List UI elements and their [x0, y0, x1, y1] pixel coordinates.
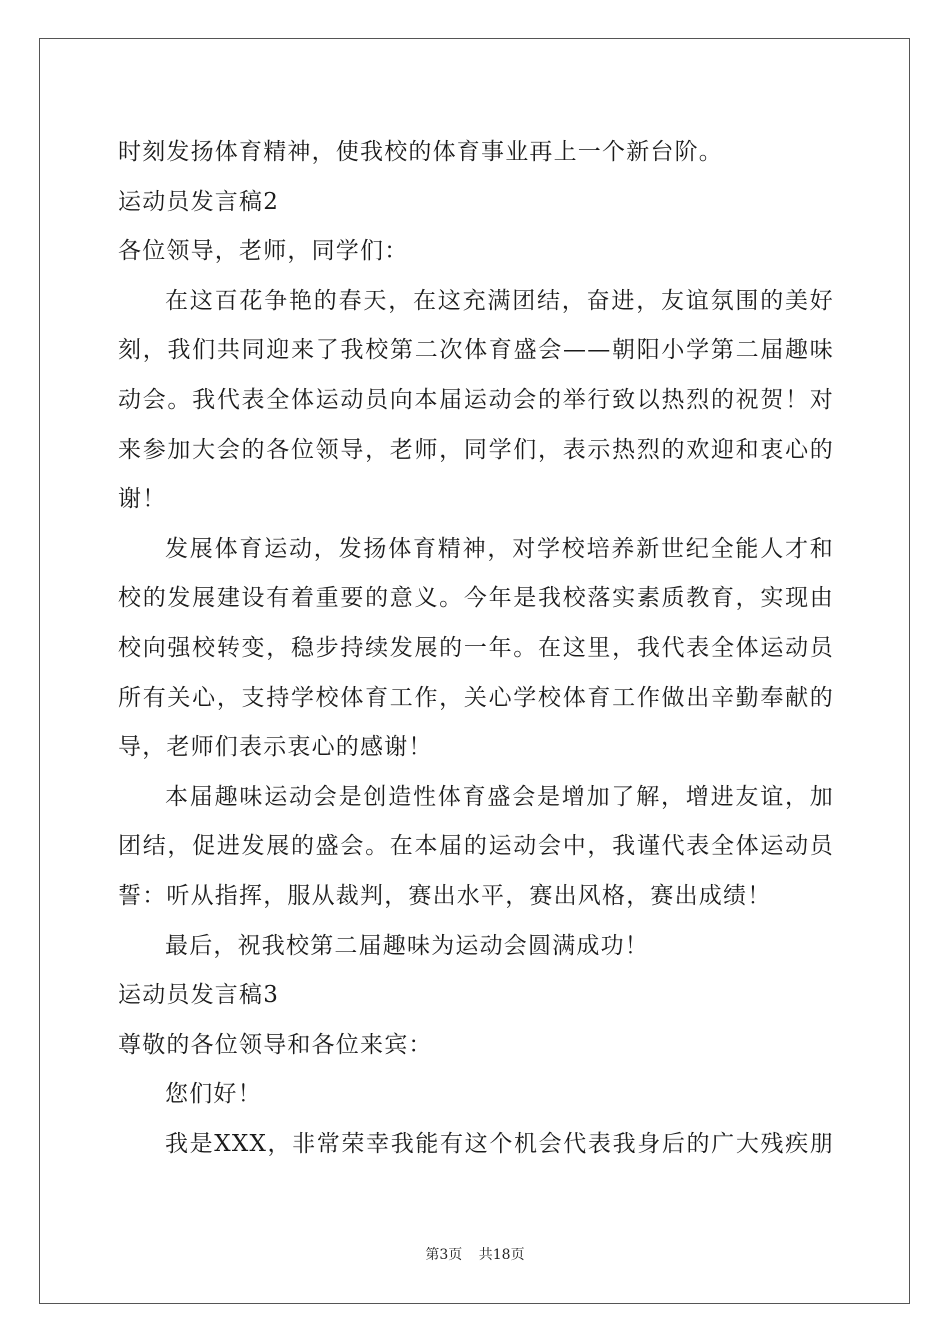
text-line: 所有关心，支持学校体育工作，关心学校体育工作做出辛勤奉献的	[118, 684, 834, 711]
text-line: 最后，祝我校第二届趣味为运动会圆满成功！	[165, 932, 649, 959]
text-line: 尊敬的各位领导和各位来宾：	[118, 1031, 433, 1058]
text-line: 各位领导，老师，同学们：	[118, 238, 409, 265]
text-line: 导，老师们表示衷心的感谢！	[118, 734, 433, 761]
text-line: 校向强校转变，稳步持续发展的一年。在这里，我代表全体运动员	[118, 634, 834, 661]
text-line: 誓：听从指挥，服从裁判，赛出水平，赛出风格，赛出成绩！	[118, 882, 772, 909]
text-line: 本届趣味运动会是创造性体育盛会是增加了解，增进友谊，加	[165, 783, 834, 810]
page-total: 共18页	[478, 1247, 525, 1263]
page-number: 第3页	[425, 1247, 463, 1263]
text-line: 运动员发言稿2	[118, 188, 280, 215]
text-line: 发展体育运动，发扬体育精神，对学校培养新世纪全能人才和	[165, 535, 834, 562]
text-line: 运动员发言稿3	[118, 982, 280, 1009]
text-line: 来参加大会的各位领导，老师，同学们，表示热烈的欢迎和衷心的	[118, 436, 834, 463]
text-line: 您们好！	[165, 1081, 262, 1108]
text-line: 在这百花争艳的春天，在这充满团结，奋进，友谊氛围的美好	[165, 287, 834, 314]
text-line: 校的发展建设有着重要的意义。今年是我校落实素质教育，实现由	[118, 585, 834, 612]
text-line: 谢！	[118, 486, 167, 513]
document-body	[118, 128, 834, 1169]
text-line: 我是XXX，非常荣幸我能有这个机会代表我身后的广大残疾朋	[165, 1130, 834, 1157]
text-line: 团结，促进发展的盛会。在本届的运动会中，我谨代表全体运动员	[118, 833, 834, 860]
text-line: 时刻发扬体育精神，使我校的体育事业再上一个新台阶。	[118, 139, 723, 165]
text-line: 动会。我代表全体运动员向本届运动会的举行致以热烈的祝贺！对	[118, 386, 834, 413]
text-line: 刻，我们共同迎来了我校第二次体育盛会——朝阳小学第二届趣味	[118, 337, 834, 364]
page-footer	[0, 1244, 950, 1264]
